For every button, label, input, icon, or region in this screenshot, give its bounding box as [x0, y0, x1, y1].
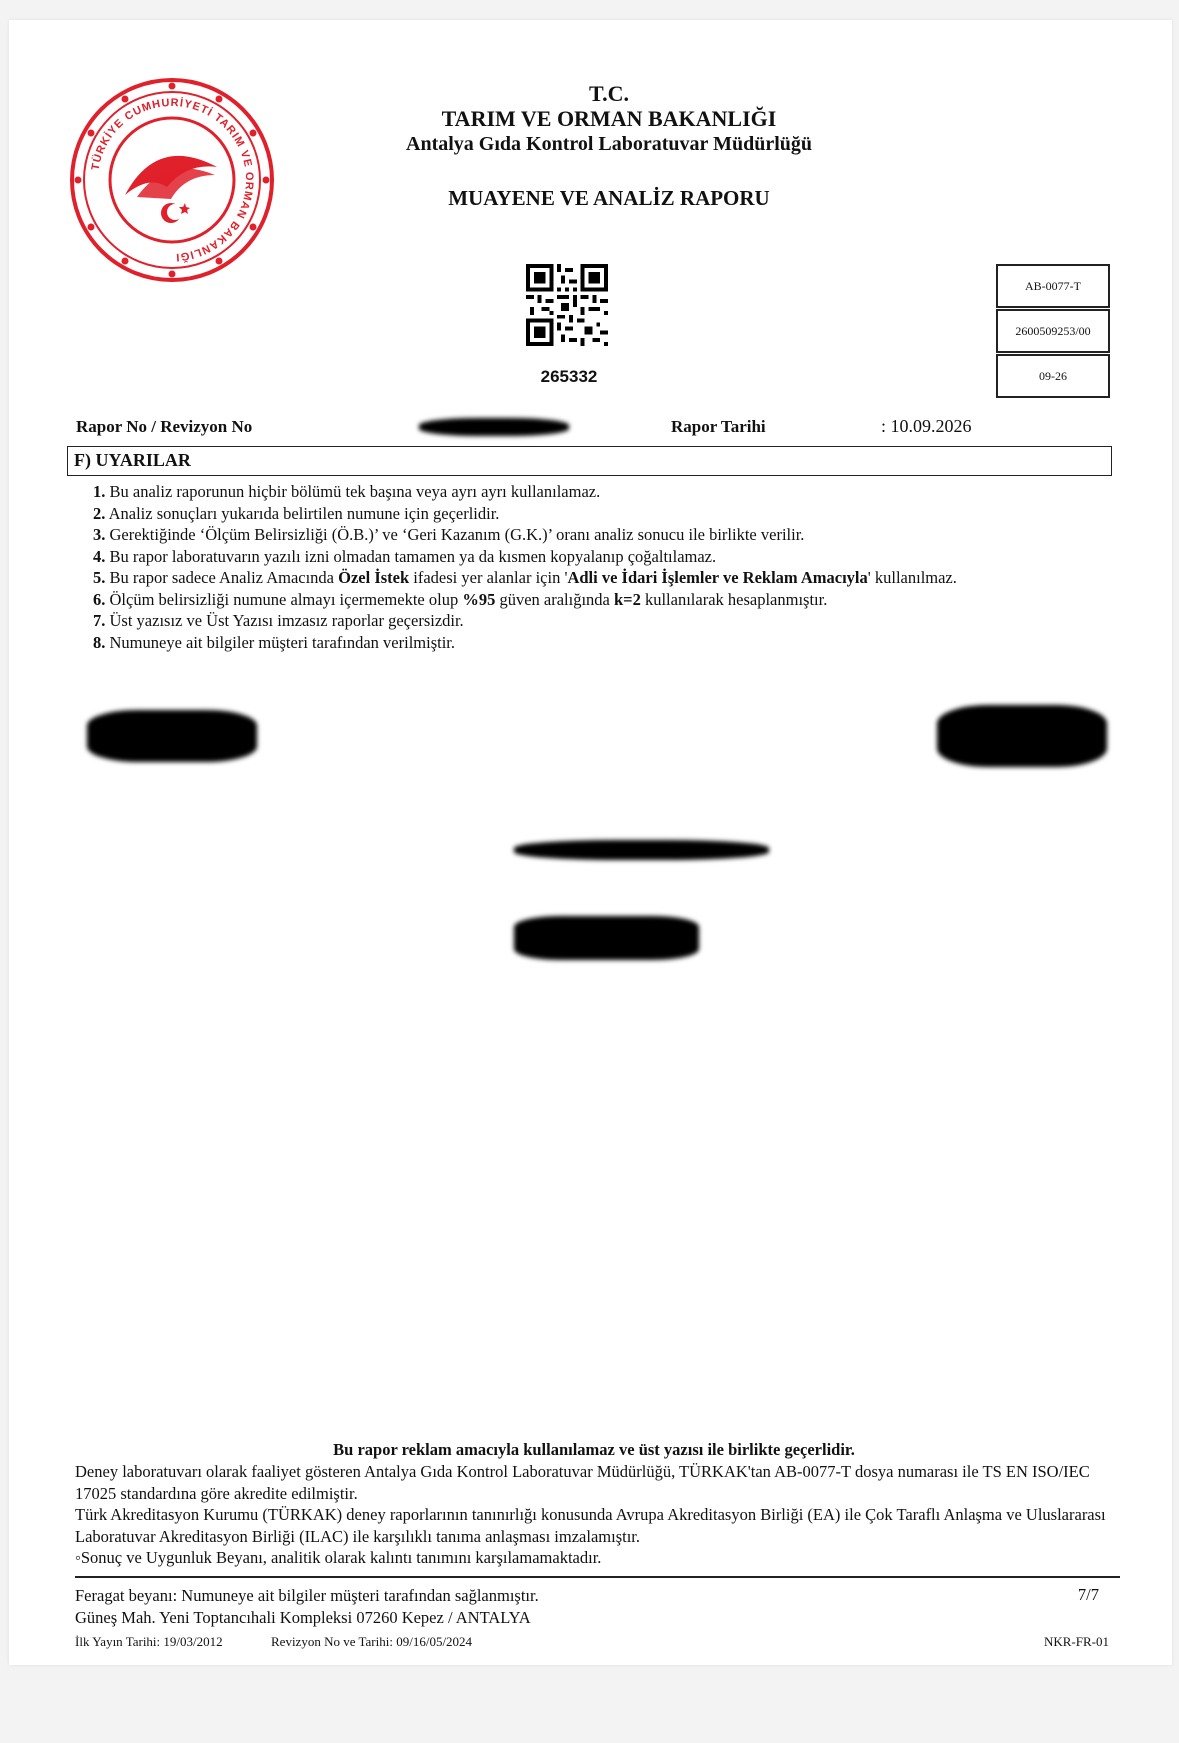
- form-code: NKR-FR-01: [1043, 1634, 1109, 1649]
- report-no-label: Rapor No / Revizyon No: [76, 417, 253, 436]
- section-title: F) UYARILAR: [74, 450, 191, 470]
- footer-accreditation: [75, 1461, 1120, 1569]
- svg-text:TÜRKİYE CUMHURİYETİ TARIM VE O: TÜRKİYE CUMHURİYETİ TARIM VE ORMAN BAKANLIĞI: [89, 96, 256, 263]
- warnings-list: [93, 481, 1053, 653]
- warnings-section-header: [67, 446, 1112, 476]
- warning-number: 4.: [93, 546, 106, 566]
- redacted-report-no: [419, 418, 569, 436]
- warning-item: [93, 632, 1053, 654]
- warning-emphasis: %95: [462, 589, 496, 609]
- accreditation-box-file-no: [996, 264, 1110, 308]
- warning-item: [93, 503, 1053, 525]
- warning-emphasis: k=2: [614, 589, 641, 609]
- footer-paragraph: ◦Sonuç ve Uygunluk Beyanı, analitik olarak kalıntı tanımını karşılamamaktadır.: [75, 1548, 602, 1567]
- warning-item: [93, 546, 1053, 568]
- warning-number: 3.: [93, 525, 106, 544]
- warning-text: Numuneye ait bilgiler müşteri tarafından verilmiştir.: [109, 632, 455, 652]
- warning-text: Üst yazısız ve Üst Yazısı imzasız raporlar geçersizdir.: [109, 611, 464, 630]
- warning-item: [93, 610, 1053, 632]
- warning-text: kullanılarak hesaplanmıştır.: [640, 589, 828, 609]
- report-page: [9, 20, 1172, 1665]
- warning-number: 8.: [93, 632, 106, 652]
- warning-number: 6.: [93, 589, 106, 609]
- warning-text: Ölçüm belirsizliği numune almayı içermemekte olup: [109, 589, 463, 609]
- redacted-signature-right: [937, 705, 1107, 767]
- warning-item: [93, 589, 1053, 611]
- ministry-seal-icon: [67, 75, 277, 285]
- first-publication-date: İlk Yayın Tarihi: 19/03/2012: [75, 1634, 223, 1649]
- warning-item: [93, 481, 1053, 503]
- warning-emphasis: Özel İstek: [338, 568, 410, 587]
- warning-text: ' kullanılmaz.: [867, 568, 957, 587]
- warning-text: Bu rapor sadece Analiz Amacında: [109, 568, 339, 587]
- warning-text: Gerektiğinde ‘Ölçüm Belirsizliği (Ö.B.)’ ve ‘Geri Kazanım (G.K.)’ oranı analiz sonucu ile birlikte verilir.: [109, 525, 805, 544]
- header-ministry: TARIM VE ORMAN BAKANLIĞI: [441, 106, 777, 131]
- redacted-stamp: [514, 916, 699, 960]
- qr-code-icon: [526, 264, 608, 346]
- report-date-label: Rapor Tarihi: [671, 417, 766, 436]
- warning-text: ifadesi yer alanlar için ': [409, 568, 568, 587]
- footer-paragraph: Türk Akreditasyon Kurumu (TÜRKAK) deney raporlarının tanınırlığı konusunda Avrupa Akreditasyon Birliği (EA) ile Çok Taraflı Anlaşma ve Uluslararası Laboratuvar Akreditasyon Birliği (ILAC) ile karşılıklı tanıma anlaşması imzalamıştır.: [75, 1505, 1106, 1546]
- warning-item: [93, 567, 1053, 589]
- revision-info: Revizyon No ve Tarihi: 09/16/05/2024: [271, 1634, 473, 1649]
- accreditation-box-text: AB-0077-T: [1025, 278, 1081, 293]
- warning-number: 5.: [93, 568, 106, 587]
- footer-address: Güneş Mah. Yeni Toptancıhali Kompleksi 07260 Kepez / ANTALYA: [75, 1607, 531, 1627]
- warning-emphasis: Adli ve İdari İşlemler ve Reklam Amacıyla: [567, 568, 868, 587]
- header-tc: T.C.: [589, 81, 629, 106]
- qr-number: 265332: [540, 367, 598, 386]
- accreditation-box-text: 09-26: [1039, 368, 1067, 383]
- report-title: MUAYENE VE ANALİZ RAPORU: [448, 186, 770, 210]
- footer-contact: [75, 1585, 975, 1628]
- warning-text: Bu analiz raporunun hiçbir bölümü tek başına veya ayrı ayrı kullanılamaz.: [109, 482, 601, 501]
- warning-text: güven aralığında: [495, 589, 614, 609]
- warning-text: Bu rapor laboratuvarın yazılı izni olmadan tamamen ya da kısmen kopyalanıp çoğaltılamaz.: [109, 546, 717, 566]
- accreditation-box-report-code: [996, 309, 1110, 353]
- warning-item: [93, 524, 1053, 546]
- accreditation-box-date: [996, 354, 1110, 398]
- accreditation-box-text: 2600509253/00: [1015, 323, 1091, 338]
- footer-disclaimer: Feragat beyanı: Numuneye ait bilgiler müşteri tarafından sağlanmıştır.: [75, 1586, 539, 1605]
- redacted-name: [514, 840, 769, 860]
- warning-number: 2.: [93, 503, 106, 523]
- footer-title: Bu rapor reklam amacıyla kullanılamaz ve üst yazısı ile birlikte geçerlidir.: [333, 1440, 855, 1459]
- redacted-signature-left: [87, 710, 257, 762]
- warning-number: 1.: [93, 482, 106, 501]
- warning-number: 7.: [93, 611, 106, 630]
- footer-divider: [75, 1576, 1120, 1578]
- footer-paragraph: Deney laboratuvarı olarak faaliyet gösteren Antalya Gıda Kontrol Laboratuvar Müdürlüğü, TÜRKAK'tan AB-0077-T dosya numarası ile TS EN ISO/IEC 17025 standardına göre akredite edilmiştir.: [75, 1462, 1090, 1503]
- page-number: 7/7: [1077, 1585, 1099, 1604]
- warning-text: Analiz sonuçları yukarıda belirtilen numune için geçerlidir.: [108, 503, 500, 523]
- header-laboratory: Antalya Gıda Kontrol Laboratuvar Müdürlüğü: [406, 133, 812, 155]
- report-date-value: : 10.09.2026: [881, 416, 972, 436]
